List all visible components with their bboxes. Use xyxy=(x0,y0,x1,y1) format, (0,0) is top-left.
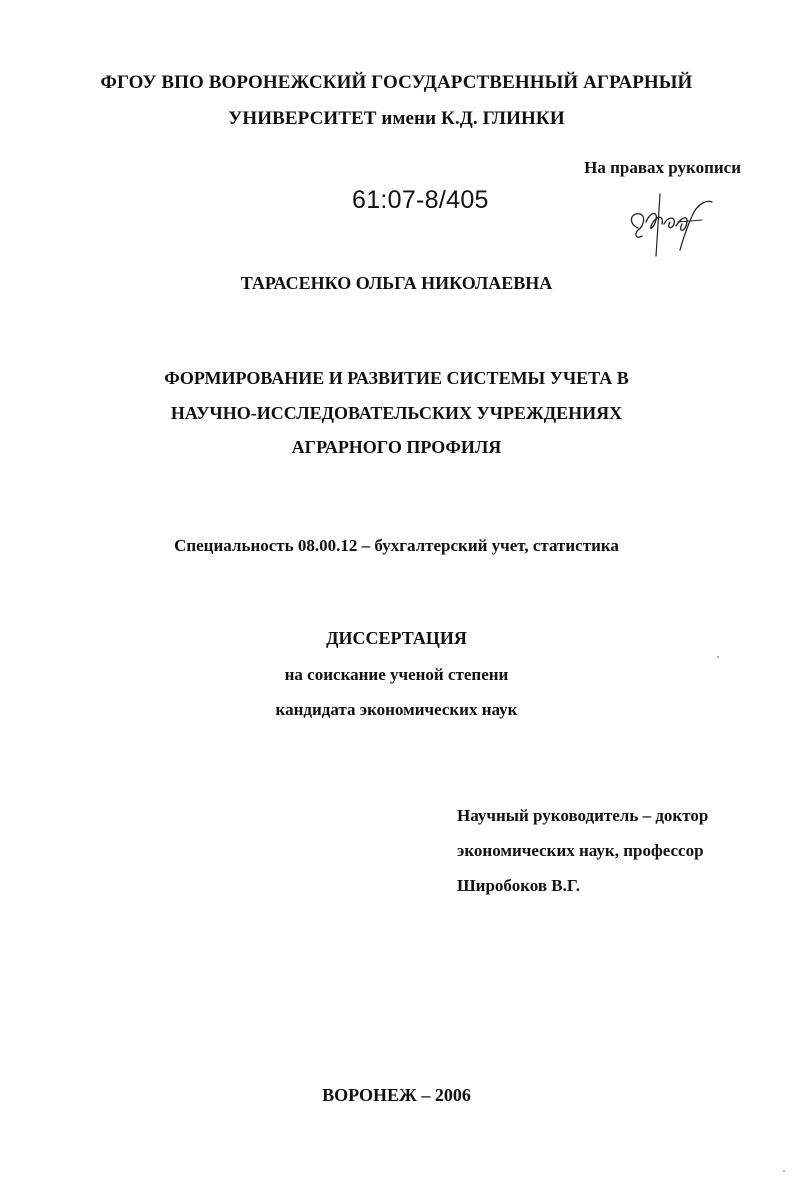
thesis-title-line-1: ФОРМИРОВАНИЕ И РАЗВИТИЕ СИСТЕМЫ УЧЕТА В xyxy=(164,368,629,388)
scan-speck xyxy=(717,656,719,658)
thesis-title-line-2: НАУЧНО-ИССЛЕДОВАТЕЛЬСКИХ УЧРЕЖДЕНИЯХ xyxy=(170,403,623,423)
dissertation-heading: ДИССЕРТАЦИЯ xyxy=(326,628,467,648)
city-year: ВОРОНЕЖ – 2006 xyxy=(322,1085,471,1105)
advisor-line-1: Научный руководитель – доктор xyxy=(457,806,709,825)
advisor-line-2: экономических наук, профессор xyxy=(457,841,704,860)
catalog-code: 61:07-8/405 xyxy=(352,186,489,214)
scan-speck xyxy=(783,1170,785,1172)
degree-line-2: кандидата экономических наук xyxy=(275,700,518,719)
rights-note: На правах рукописи xyxy=(584,158,741,177)
handwritten-signature xyxy=(620,186,720,261)
institution-line-2: УНИВЕРСИТЕТ имени К.Д. ГЛИНКИ xyxy=(228,108,565,129)
institution-line-1: ФГОУ ВПО ВОРОНЕЖСКИЙ ГОСУДАРСТВЕННЫЙ АГРАРНЫЙ xyxy=(100,72,693,93)
author-name: ТАРАСЕНКО ОЛЬГА НИКОЛАЕВНА xyxy=(240,273,553,293)
specialty: Специальность 08.00.12 – бухгалтерский учет, статистика xyxy=(174,536,619,555)
degree-line-1: на соискание ученой степени xyxy=(284,665,509,684)
advisor-name: Широбоков В.Г. xyxy=(457,876,581,895)
thesis-title-line-3: АГРАРНОГО ПРОФИЛЯ xyxy=(291,437,502,457)
